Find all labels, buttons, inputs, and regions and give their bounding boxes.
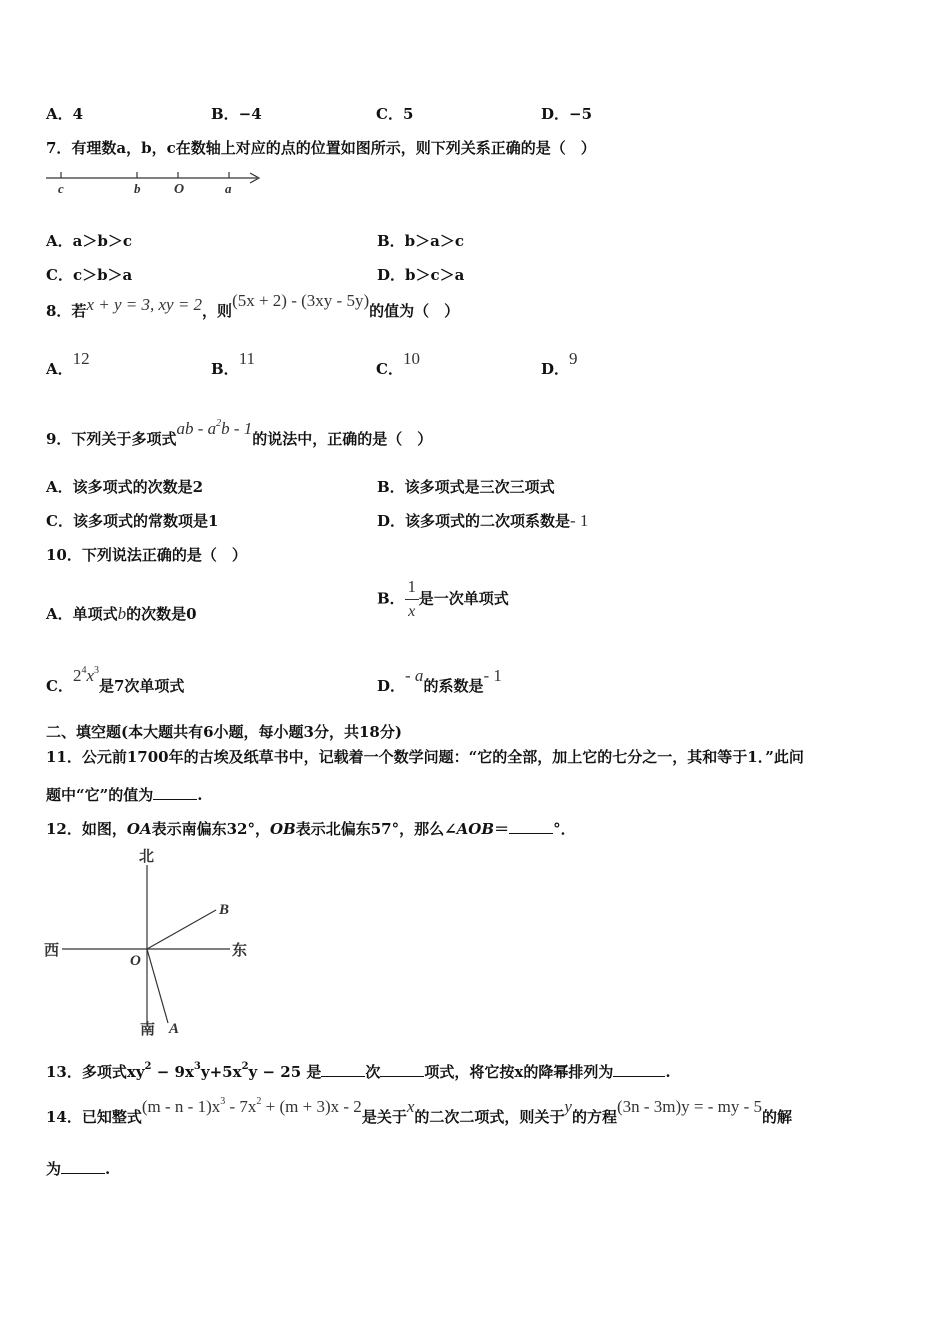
q6-option-b[interactable]: B．−4	[211, 105, 262, 123]
q8-mid: ，则	[202, 302, 233, 320]
q7-option-c[interactable]: C．c＞b＞a	[46, 266, 133, 284]
q8-prefix: 8．若	[46, 302, 87, 320]
q13-degree-blank[interactable]	[321, 1062, 365, 1077]
label-b: B	[219, 902, 230, 918]
q9-option-a[interactable]: A．该多项式的次数是2	[46, 478, 204, 496]
q10-d-value: - 1	[483, 666, 502, 685]
q10-option-b[interactable]: B． $\frac{1}{x}$ 是一次单项式	[377, 577, 509, 620]
q10-b-fraction: $\frac{1}{x}$	[405, 578, 419, 621]
q8-stem	[46, 291, 460, 321]
q10-a-variable: b	[117, 604, 127, 623]
label-east: 东	[232, 943, 248, 959]
q10-c-monomial: $2^4x^3$	[72, 665, 99, 685]
q10-option-c[interactable]: C．$2^4x^3$是7次单项式	[46, 665, 185, 695]
label-o: O	[130, 953, 141, 969]
q7-option-a[interactable]: A．a＞b＞c	[46, 232, 132, 250]
q9-prefix: 9．下列关于多项式	[46, 430, 177, 448]
q14-polynomial: $(m - n - 1)x^3 - 7x^2 + (m + 3)x - 2$	[141, 1096, 362, 1116]
q13-stem: 13．多项式$xy^2 - 9x^3y+5x^2y - 25$ 是 次 项式，将它按x的降幂排列为 .	[46, 1061, 671, 1081]
q9-d-value: - 1	[570, 511, 589, 530]
q11-answer-blank[interactable]	[153, 785, 197, 800]
q6-option-c[interactable]: C．5	[376, 105, 414, 123]
q9-options-row1	[46, 476, 946, 497]
label-b: b	[134, 181, 141, 196]
q8-option-b[interactable]: B．11	[211, 349, 256, 378]
q7-number-line	[42, 166, 267, 198]
q8-value-a: 12	[72, 349, 90, 368]
q9-option-c[interactable]: C．该多项式的常数项是1	[46, 512, 219, 530]
q9-option-b[interactable]: B．该多项式是三次三项式	[377, 478, 555, 496]
label-south: 南	[140, 1022, 156, 1038]
q14-var-y: y	[564, 1097, 572, 1116]
q8-suffix: 的值为（ ）	[369, 302, 460, 320]
q14-line2: 为 .	[46, 1160, 111, 1178]
label-west: 西	[44, 943, 60, 959]
q11-line2: 题中“它”的值为 .	[46, 786, 203, 804]
q8-value-d: 9	[569, 349, 578, 368]
q8-option-d[interactable]: D．9	[541, 349, 578, 378]
label-north: 北	[139, 849, 155, 865]
label-a: A	[169, 1021, 180, 1037]
q10-stem: 10．下列说法正确的是（ ）	[46, 546, 247, 564]
q10-option-a[interactable]: A．单项式b的次数是0	[46, 604, 197, 623]
label-c: c	[58, 181, 64, 196]
q9-expression: ab - $a^2b - 1$	[176, 418, 253, 438]
ray-ob	[147, 910, 216, 949]
q14-stem: 14．已知整式$(m - n - 1)x^3 - 7x^2 + (m + 3)x - 2$是关于x的二次二项式，则关于y的方程(3n - 3m)y = - my - 5的解	[46, 1096, 793, 1126]
q9-suffix: 的说法中，正确的是（ ）	[252, 430, 433, 448]
q7-options-row1	[46, 230, 946, 251]
q7-options-row2	[46, 264, 946, 285]
q12-compass-figure	[40, 843, 260, 1039]
q6-options	[46, 103, 946, 124]
q14-answer-blank[interactable]	[61, 1159, 105, 1174]
label-o: O	[174, 182, 185, 197]
label-a: a	[225, 181, 232, 196]
q13-polynomial: $xy^2 - 9x^3y+5x^2y - 25$	[126, 1061, 302, 1081]
q8-option-a[interactable]: A．12	[46, 349, 90, 378]
ray-oa	[147, 949, 168, 1023]
q12-answer-blank[interactable]	[509, 819, 553, 834]
q9-stem	[46, 418, 433, 449]
q8-value-b: 11	[238, 349, 256, 368]
q8-option-c[interactable]: C．10	[376, 349, 420, 378]
q8-expression: (5x + 2) - (3xy - 5y)	[232, 291, 370, 310]
q7-stem: 7．有理数a，b，c在数轴上对应的点的位置如图所示，则下列关系正确的是（ ）	[46, 139, 596, 157]
q10-d-expression: - a	[405, 666, 424, 685]
q10-option-d[interactable]: D．- a的系数是- 1	[377, 666, 502, 695]
q9-option-d[interactable]: D．该多项式的二次项系数是- 1	[377, 511, 589, 530]
q14-var-x: x	[406, 1097, 415, 1116]
q9-options-row2	[46, 510, 946, 531]
q13-terms-blank[interactable]	[380, 1062, 424, 1077]
q14-equation: (3n - 3m)y = - my - 5	[616, 1097, 763, 1116]
q8-options	[46, 349, 946, 379]
q7-option-d[interactable]: D．b＞c＞a	[377, 266, 465, 284]
q13-order-blank[interactable]	[613, 1062, 665, 1077]
q12-stem: 12．如图，OA表示南偏东32°，OB表示北偏东57°，那么∠AOB＝ °．	[46, 820, 576, 838]
q8-condition: x + y = 3, xy = 2	[86, 295, 203, 314]
section-2-title: 二、填空题(本大题共有6小题，每小题3分，共18分)	[46, 723, 402, 741]
q8-value-c: 10	[402, 349, 420, 368]
q6-option-a[interactable]: A．4	[46, 105, 84, 123]
q11-line1: 11．公元前1700年的古埃及纸草书中，记载着一个数学问题：“它的全部，加上它的七分之一，其和等于1．”此问	[46, 748, 804, 766]
q6-option-d[interactable]: D．−5	[541, 105, 593, 123]
q7-option-b[interactable]: B．b＞a＞c	[377, 232, 465, 250]
